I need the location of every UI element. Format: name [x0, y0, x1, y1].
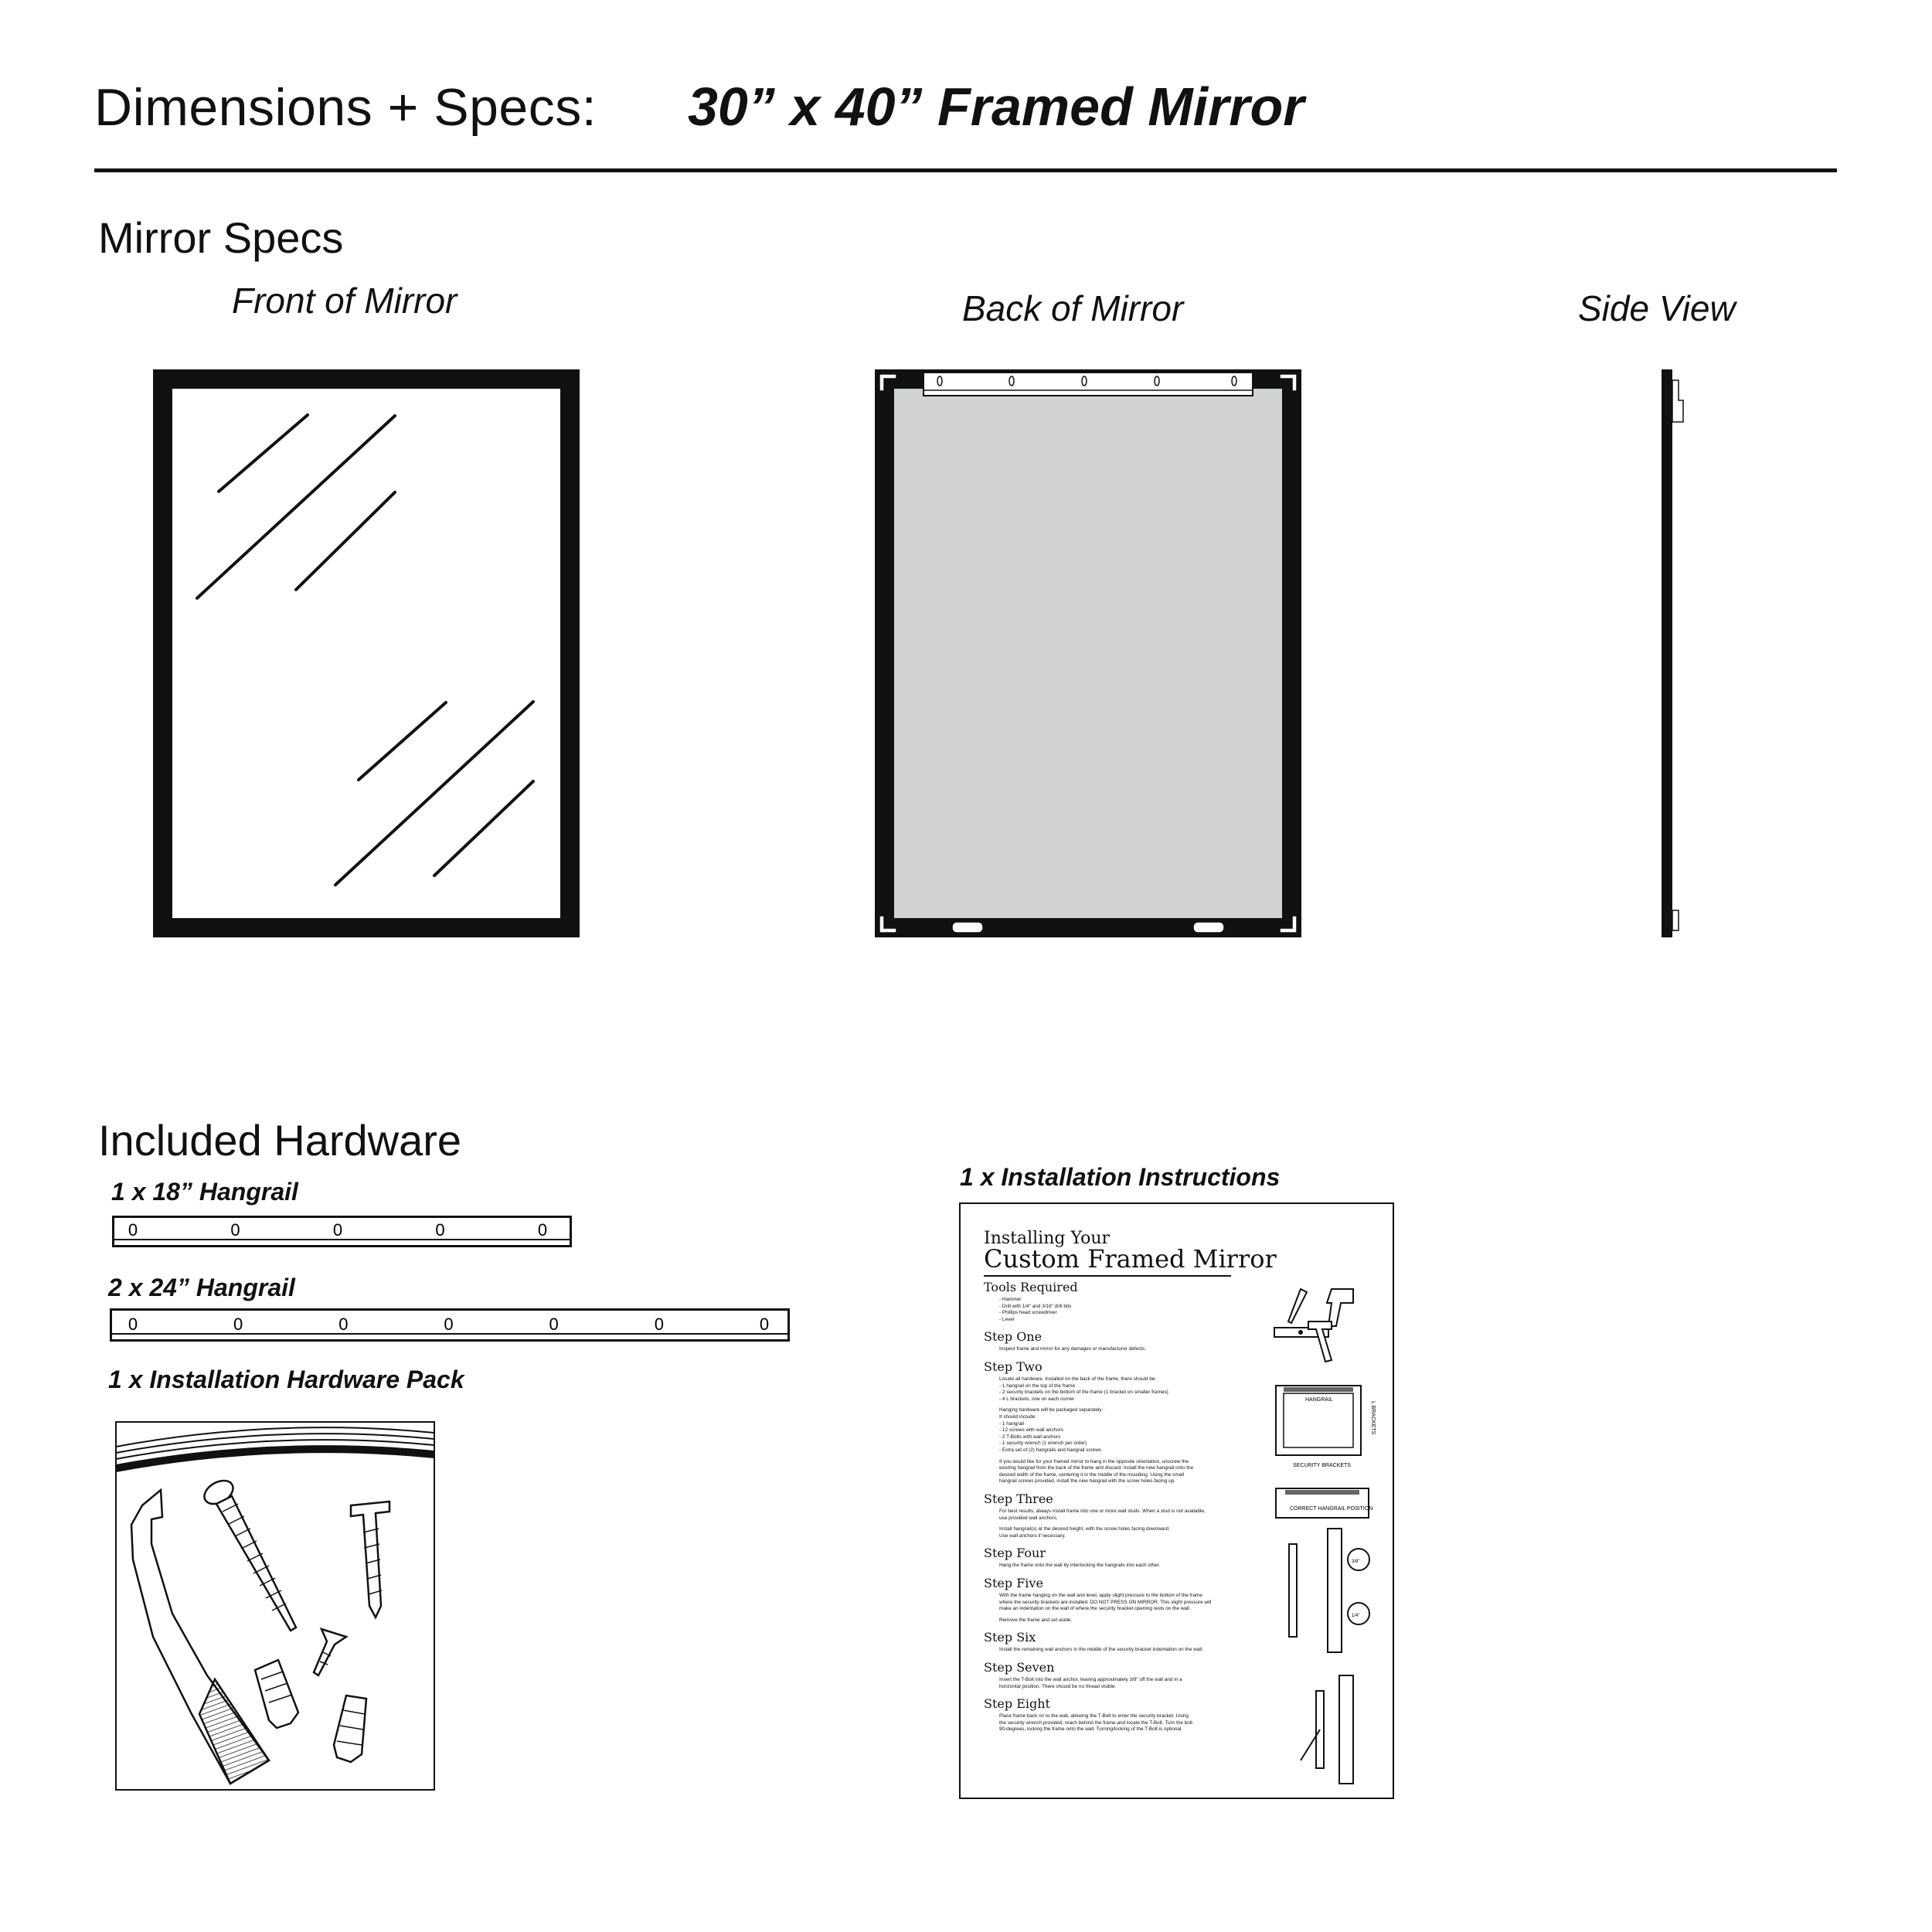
note-a: 3/8"	[1352, 1560, 1360, 1564]
hangrail-hole: 0	[444, 1315, 454, 1334]
sheet-section-line: Hanging hardware will be packaged separately :	[999, 1407, 1105, 1413]
sheet-section-heading: Step Seven	[984, 1660, 1055, 1675]
screwdriver-icon	[1288, 1289, 1307, 1323]
hangrail-hole: 0	[230, 1220, 240, 1240]
hangrail-hole: 0	[537, 1220, 548, 1240]
note-b: 1/4"	[1352, 1614, 1360, 1618]
sheet-section-line: Install the remaining wall anchors in the middle of the security bracket indentation on the wall.	[999, 1647, 1203, 1653]
hangrail-24-drawing	[110, 1308, 790, 1342]
frame-diagram	[1270, 1378, 1378, 1471]
sheet-section-line: Use wall anchors if necessary.	[999, 1532, 1066, 1539]
hangrail-hole: 0	[759, 1315, 770, 1334]
sheet-section-line: where the security brackets are installed. DO NOT PRESS ON MIRROR. This slight pressure will	[999, 1599, 1212, 1605]
reflection-lines	[197, 415, 533, 885]
side-view-label: Side View	[1578, 288, 1736, 328]
side-profile	[1662, 369, 1672, 937]
tools-illustration	[1270, 1281, 1362, 1366]
back-of-mirror-label: Back of Mirror	[962, 288, 1184, 328]
side-hangrail	[1672, 380, 1683, 422]
sheet-section-line: With the frame hanging on the wall and level, apply slight pressure to the bottom of the frame	[999, 1593, 1202, 1598]
hardware-item-18-hangrail: 1 x 18” Hangrail	[111, 1178, 298, 1206]
hangrail-hole: 0	[233, 1315, 243, 1334]
sheet-section-heading: Step Eight	[984, 1696, 1050, 1712]
sheet-section-line: - 1 hangrail on the top of the frame	[999, 1383, 1076, 1389]
front-frame	[163, 379, 570, 928]
sheet-section-line: Install hangrail(s) at the desired height, with the screw holes facing downward.	[999, 1526, 1170, 1532]
label-l-brackets: L BRACKETS	[1370, 1401, 1376, 1435]
sheet-section-line: Hang the frame onto the wall by interlocking the hangrails into each other.	[999, 1563, 1161, 1569]
instructions-sheet	[959, 1202, 1394, 1799]
sheet-section-line: existing hangrail from the back of the frame and discard. Install the new hangrail onto the	[999, 1465, 1194, 1471]
hangrail-position-diagram	[1270, 1482, 1378, 1521]
sheet-section-line: hangrail screws provided, install the new hangrail with the screw holes facing up.	[999, 1478, 1176, 1485]
hardware-pack-drawing	[114, 1420, 439, 1791]
hangrail-hole: 0	[332, 1220, 343, 1240]
hardware-item-pack: 1 x Installation Hardware Pack	[108, 1366, 464, 1393]
wall-install-diagram	[1285, 1529, 1370, 1784]
sheet-section-line: - Extra set of (2) hangrails and hangrail screws	[999, 1447, 1102, 1453]
label-correct-position: CORRECT HANGRAIL POSITION	[1290, 1506, 1373, 1512]
sheet-section-line: Insert the T-Bolt into the wall anchor, leaving approximately 3/8" off the wall and in a	[999, 1677, 1182, 1682]
sheet-section-line: - Hammer	[999, 1297, 1022, 1302]
sheet-section-line: use provided wall anchors.	[999, 1515, 1058, 1521]
sheet-title-line1: Installing Your	[984, 1229, 1111, 1248]
hangrail-hole: 0	[338, 1315, 349, 1334]
section-heading-mirror-specs: Mirror Specs	[98, 213, 344, 262]
sheet-section-line: the security wrench provided, reach behind the frame and locate the T-Bolt. Turn the bolt	[999, 1719, 1192, 1726]
sheet-section-line: For best results, always install frame into one or more wall studs. When a stud is not available,	[999, 1509, 1206, 1514]
sheet-title-line2: Custom Framed Mirror	[984, 1244, 1277, 1274]
header-divider	[94, 168, 1837, 172]
hangrail-hole: 0	[128, 1315, 138, 1334]
sheet-section-line: - Drill with 1/4" and 3/16" drill bits	[999, 1303, 1072, 1309]
front-mirror-drawing	[153, 369, 580, 937]
hammer-icon	[1308, 1321, 1332, 1362]
sheet-section-heading: Step Two	[984, 1359, 1043, 1374]
sheet-section-heading: Step Three	[984, 1492, 1053, 1506]
side-view-drawing	[1662, 369, 1692, 937]
label-security-brackets: SECURITY BRACKETS	[1293, 1463, 1351, 1468]
drill-icon	[1327, 1289, 1353, 1326]
back-mirror-drawing	[875, 369, 1301, 937]
label-hangrail: HANGRAIL	[1305, 1397, 1333, 1403]
hangrail-hole: 0	[654, 1315, 664, 1334]
sheet-section-line: It should include:	[999, 1414, 1036, 1420]
back-panel	[894, 389, 1282, 918]
hangrail-hole: 0	[435, 1220, 445, 1240]
sheet-section-line: If you would like for your framed mirror to hang in the opposite orientation, unscrew the	[999, 1458, 1189, 1464]
sheet-section-heading: Step One	[984, 1329, 1043, 1345]
side-bracket	[1672, 910, 1679, 930]
sheet-section-line: Inspect frame and mirror for any damages or manufacturer defects.	[999, 1346, 1147, 1352]
back-hangrail	[923, 372, 1253, 396]
sheet-section-line: - 12 screws with wall anchors	[999, 1427, 1064, 1434]
front-of-mirror-label: Front of Mirror	[232, 281, 457, 321]
hangrail-hole: 0	[128, 1220, 138, 1240]
page-title: Dimensions + Specs:	[94, 78, 597, 137]
sheet-section-line: - 1 hangrail	[999, 1420, 1024, 1427]
sheet-section-line: - Phillips head screwdriver	[999, 1310, 1057, 1316]
sheet-section-line: Place frame back on to the wall, allowing the T-Bolt to enter the security bracket. Using	[999, 1713, 1189, 1719]
sheet-section-line: - 2 T-Bolts with wall anchors	[999, 1434, 1061, 1440]
sheet-section-line: Remove the frame and set aside.	[999, 1617, 1073, 1623]
sheet-section-line: - 2 security brackets on the bottom of the frame (1 bracket on smaller frames)	[999, 1389, 1168, 1396]
hangrail-hole: 0	[549, 1315, 559, 1334]
sheet-section-heading: Step Five	[984, 1576, 1043, 1590]
sheet-section-line: make an indentation on the wall of where the security bracket opening rests on the wall.	[999, 1606, 1191, 1612]
hardware-item-instructions: 1 x Installation Instructions	[960, 1163, 1281, 1191]
section-heading-hardware: Included Hardware	[98, 1116, 462, 1165]
sheet-section-line: - 4 L brackets, one on each corner	[999, 1396, 1075, 1402]
sheet-section-heading: Step Four	[984, 1546, 1046, 1561]
sheet-section-line: desired width of the frame, centering it in the middle of the moulding. Using the small	[999, 1471, 1185, 1478]
sheet-section-heading: Step Six	[984, 1630, 1036, 1645]
sheet-section-heading: Tools Required	[984, 1280, 1078, 1294]
sheet-title-rule	[984, 1275, 1231, 1277]
sheet-section-line: - Level	[999, 1316, 1015, 1322]
sheet-section-line: 90-degrees, locking the frame onto the wall. Turning/locking of the T-Bolt is optional.	[999, 1726, 1183, 1733]
product-title: 30” x 40” Framed Mirror	[688, 77, 1304, 137]
hardware-item-24-hangrail: 2 x 24” Hangrail	[108, 1274, 295, 1301]
sheet-section-line: horizontal position. There should be no thread visible.	[999, 1683, 1117, 1689]
sheet-section-line: - 1 security wrench (1 wrench per order)	[999, 1440, 1087, 1447]
hangrail-18-drawing	[112, 1216, 572, 1248]
sheet-section-line: Locate all hardware. Installed on the back of the frame, there should be:	[999, 1376, 1157, 1382]
